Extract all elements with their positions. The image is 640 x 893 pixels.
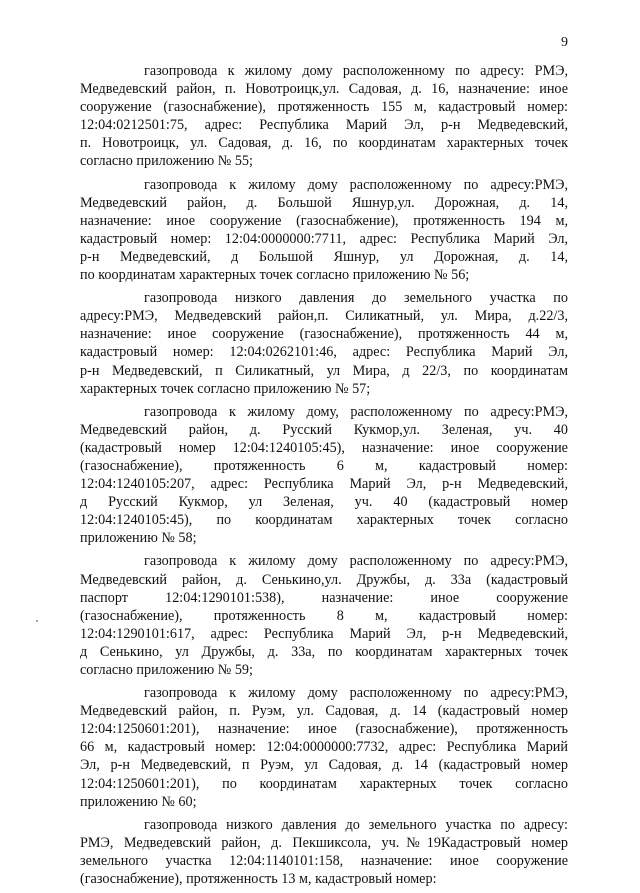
text-line: сооружение (газоснабжение), протяженность 155 м, кадастровый номер: [80, 99, 568, 116]
text-line: (газоснабжение), протяженность 6 м, кадастровый номер: [80, 457, 568, 474]
paragraph [80, 684, 568, 811]
text-line: Медведевский район, д. Русский Кукмор,ул. Зеленая, уч. 40 [80, 421, 568, 438]
text-line: газопровода к жилому дому расположенному по адресу:РМЭ, [144, 553, 568, 570]
text-line: Медведевский район, д. Большой Яшнур,ул. Дорожная, д. 14, [80, 194, 568, 211]
text-line: кадастровый номер: 12:04:0000000:7711, адрес: Республика Марий Эл, [80, 230, 568, 247]
text-line: р-н Медведевский, д Большой Яшнур, ул Дорожная, д. 14, [80, 248, 568, 265]
text-line: назначение: иное сооружение (газоснабжение), протяженность 44 м, [80, 326, 568, 343]
text-line: газопровода низкого давления до земельного участка по [144, 290, 568, 307]
text-line: р-н Медведевский, п Силикатный, ул Мира, д 22/3, по координатам [80, 362, 568, 379]
text-line: по координатам характерных точек согласно приложению № 56; [80, 267, 470, 284]
text-line: РМЭ, Медведевский район, д. Пекшиксола, уч.№19Кадастровый номер [80, 834, 568, 851]
text-line: приложению № 58; [80, 530, 197, 547]
text-line: д Русский Кукмор, ул Зеленая, уч. 40 (кадастровый номер [80, 494, 568, 511]
text-line: газопровода к жилому дому расположенному по адресу:РМЭ, [144, 176, 568, 193]
text-line: (газоснабжение), протяженность 8 м, кадастровый номер: [80, 607, 568, 624]
text-line: согласно приложению № 55; [80, 153, 253, 170]
text-line: Медведевский район, д. Сенькино,ул. Дружбы, д. 33а (кадастровый [80, 571, 568, 588]
text-line: (кадастровый номер 12:04:1240105:45), назначение: иное сооружение [80, 439, 568, 456]
document-body [80, 62, 568, 893]
paragraph [80, 62, 568, 171]
text-line: п. Новотроицк, ул. Садовая, д. 16, по координатам характерных точек [80, 135, 568, 152]
text-line: паспорт 12:04:1290101:538), назначение: иное сооружение [80, 589, 568, 606]
paragraph [80, 289, 568, 398]
text-line: 12:04:1250601:201), назначение: иное (газоснабжение), протяженность [80, 721, 568, 738]
text-line: газопровода низкого давления до земельного участка по адресу: [144, 816, 568, 833]
text-line: кадастровый номер: 12:04:0262101:46, адрес: Республика Марий Эл, [80, 344, 568, 361]
text-line: (газоснабжение), протяженность 13 м, кадастровый номер: [80, 871, 437, 888]
text-line: газопровода к жилому дому расположенному по адресу:РМЭ, [144, 685, 568, 702]
paragraph [80, 403, 568, 548]
text-line: Эл, р-н Медведевский, п Руэм, ул Садовая, д. 14 (кадастровый номер [80, 757, 568, 774]
text-line: д Сенькино, ул Дружбы, д. 33а, по координатам характерных точек [80, 643, 568, 660]
page-number: 9 [561, 35, 568, 50]
text-line: согласно приложению № 59; [80, 662, 253, 678]
text-line: 12:04:1240105:45), по координатам характерных точек согласно [80, 512, 568, 529]
text-line: 66 м, кадастровый номер: 12:04:0000000:7732, адрес: Республика Марий [80, 739, 568, 756]
text-line: земельного участка 12:04:1140101:158, назначение: иное сооружение [80, 852, 568, 869]
paragraph [80, 552, 568, 679]
text-line: газопровода к жилому дому, расположенному по адресу:РМЭ, [144, 403, 568, 420]
text-line: 12:04:1240105:207, адрес: Республика Марий Эл, р-н Медведевский, [80, 476, 568, 493]
text-line: 12:04:0212501:75, адрес: Республика Марий Эл, р-н Медведевский, [80, 117, 568, 134]
text-line: Медведевский район, п. Руэм, ул. Садовая, д. 14 (кадастровый номер [80, 703, 568, 720]
paragraph [80, 816, 568, 888]
text-line: Медведевский район, п. Новотроицк,ул. Садовая, д. 16, назначение: иное [80, 81, 568, 98]
text-line: 12:04:1290101:617, адрес: Республика Марий Эл, р-н Медведевский, [80, 625, 568, 642]
text-line: приложению № 60; [80, 793, 197, 810]
scan-speck [36, 620, 38, 622]
text-line: газопровода к жилому дому расположенному по адресу: РМЭ, [144, 63, 568, 79]
text-line: назначение: иное сооружение (газоснабжение), протяженность 194 м, [80, 212, 568, 229]
text-line: характерных точек согласно приложению № 57; [80, 380, 371, 397]
text-line: адресу:РМЭ, Медведевский район,п. Силикатный, ул. Мира, д.22/3, [80, 308, 568, 325]
text-line: 12:04:1250601:201), по координатам характерных точек согласно [80, 775, 568, 792]
paragraph [80, 176, 568, 285]
